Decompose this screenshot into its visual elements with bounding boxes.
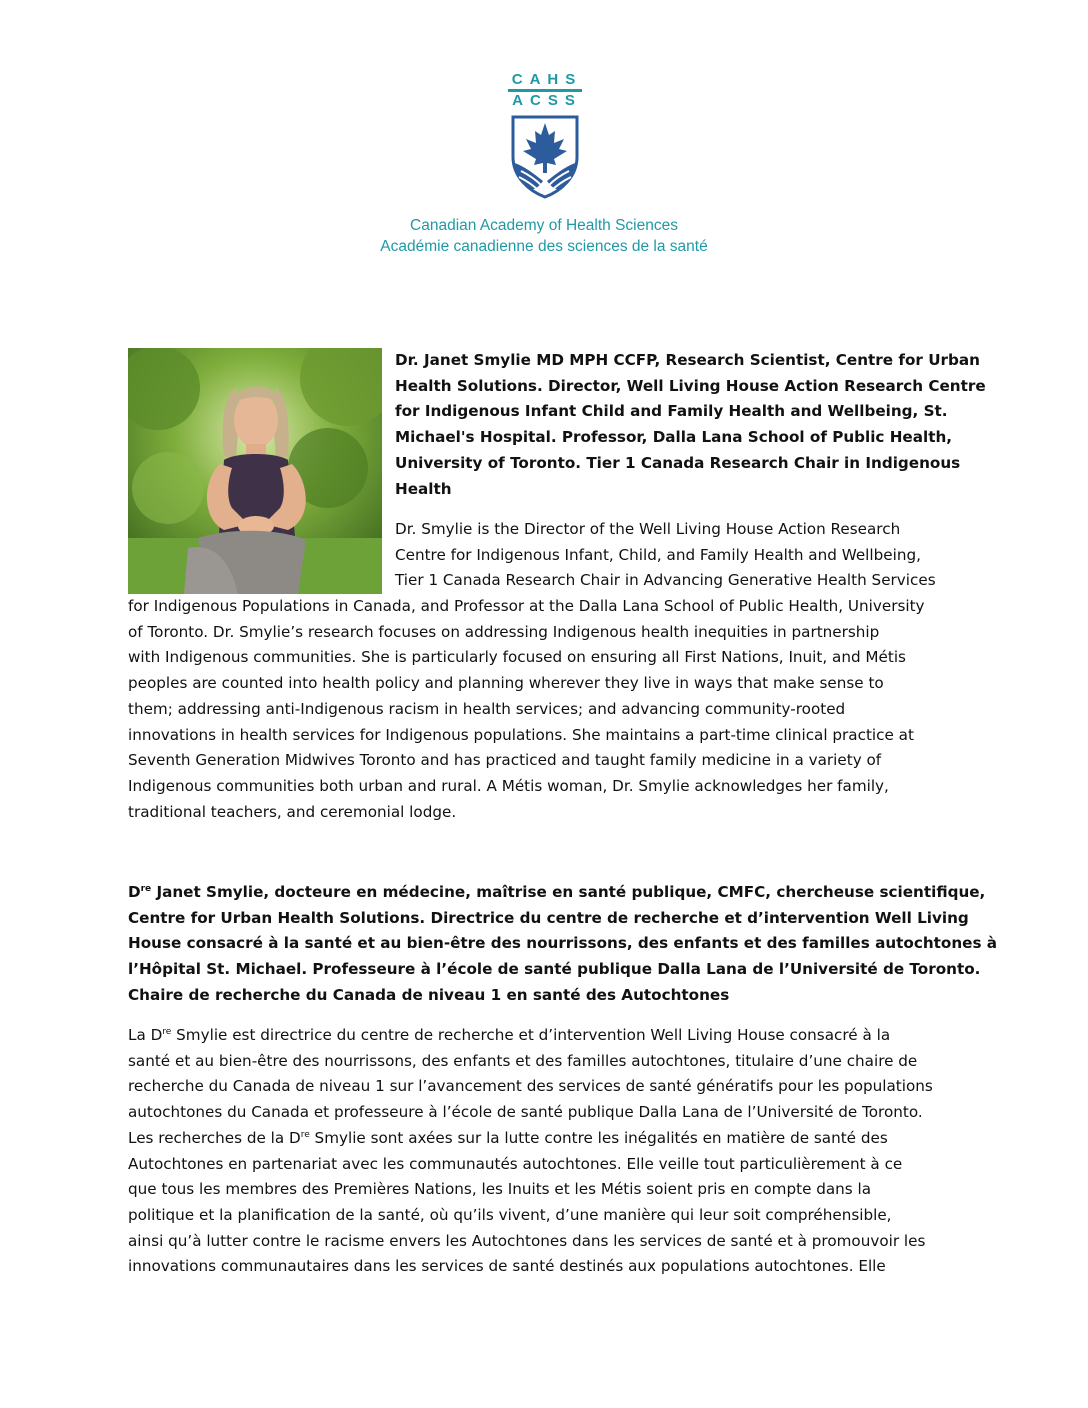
- maple-leaf-shield-icon: [509, 113, 581, 199]
- french-bio-line: [128, 1023, 968, 1049]
- organization-name-en: Canadian Academy of Health Sciences: [410, 217, 678, 234]
- english-bio-line: traditional teachers, and ceremonial lodge.: [128, 802, 457, 821]
- english-title-line: University of Toronto. Tier 1 Canada Research Chair in Indigenous: [395, 453, 961, 472]
- french-bio-line: ainsi qu’à lutter contre le racisme envers les Autochtones dans les services de santé et à promouvoir les: [128, 1231, 926, 1250]
- english-bio-line: Seventh Generation Midwives Toronto and has practiced and taught family medicine in a variety of: [128, 751, 882, 770]
- english-bio-line: peoples are counted into health policy and planning wherever they live in ways that make sense to: [128, 674, 884, 693]
- english-bio-line: of Toronto. Dr. Smylie’s research focuses on addressing Indigenous health inequities in partnership: [128, 622, 880, 641]
- english-bio-line: with Indigenous communities. She is particularly focused on ensuring all First Nations, Inuit, and Métis: [128, 648, 906, 667]
- organization-name-fr: Académie canadienne des sciences de la santé: [380, 238, 708, 255]
- english-title-line: Health: [395, 479, 452, 498]
- english-title-line: for Indigenous Infant Child and Family Health and Wellbeing, St.: [395, 402, 948, 421]
- french-bio-line: recherche du Canada de niveau 1 sur l’avancement des services de santé génératifs pour les populations: [128, 1077, 933, 1096]
- english-bio: [128, 594, 968, 825]
- french-bio-line: Autochtones en partenariat avec les communautés autochtones. Elle veille tout particulièrement à ce: [128, 1154, 903, 1173]
- english-bio-line: innovations in health services for Indigenous populations. She maintains a part-time clinical practice at: [128, 725, 914, 744]
- portrait-photo: [128, 348, 382, 594]
- french-title-line: l’Hôpital St. Michael. Professeure à l’école de santé publique Dalla Lana de l’Université de Toronto.: [128, 960, 981, 979]
- french-title: [128, 880, 998, 1009]
- french-title-line: Chaire de recherche du Canada de niveau 1 en santé des Autochtones: [128, 985, 730, 1004]
- english-title-line: Dr. Janet Smylie MD MPH CCFP, Research Scientist, Centre for Urban: [395, 351, 980, 369]
- french-title-rest: Janet Smylie, docteure en médecine, maîtrise en santé publique, CMFC, chercheuse scientifique,: [151, 883, 986, 901]
- english-title-line: Health Solutions. Director, Well Living House Action Research Centre: [395, 376, 986, 395]
- french-bio: [128, 1023, 968, 1280]
- french-title-superscript: re: [140, 883, 152, 894]
- english-bio-line: them; addressing anti-Indigenous racism in health services; and advancing community-rooted: [128, 699, 846, 718]
- english-bio-intro: [395, 517, 965, 594]
- french-bio-line: que tous les membres des Premières Nations, les Inuits et les Métis soient pris en compte dans la: [128, 1180, 872, 1199]
- french-bio-prefix: Les recherches de la D: [128, 1128, 301, 1147]
- french-title-prefix: D: [128, 883, 141, 901]
- english-title: [395, 348, 986, 502]
- french-bio-line: santé et au bien-être des nourrissons, des enfants et des familles autochtones, titulaire d’une chaire de: [128, 1051, 918, 1070]
- english-title-line: Michael's Hospital. Professor, Dalla Lana School of Public Health,: [395, 428, 953, 447]
- french-bio-line: politique et la planification de la santé, où qu’ils vivent, d’une manière qui leur soit compréhensible,: [128, 1205, 892, 1224]
- organization-name: [0, 215, 1088, 257]
- english-bio-line: for Indigenous Populations in Canada, and Professor at the Dalla Lana School of Public Health, University: [128, 597, 925, 615]
- french-bio-superscript: re: [300, 1129, 310, 1140]
- english-bio-line: Tier 1 Canada Research Chair in Advancing Generative Health Services: [395, 571, 936, 590]
- french-bio-line: [128, 1126, 968, 1152]
- french-bio-prefix: La D: [128, 1026, 163, 1044]
- logo-text-fr: ACSS: [512, 92, 582, 109]
- logo-text-en: CAHS: [511, 71, 583, 88]
- french-title-line: [128, 880, 986, 906]
- french-title-line: Centre for Urban Health Solutions. Directrice du centre de recherche et d’intervention Well Living: [128, 908, 969, 927]
- english-bio-line: Indigenous communities both urban and rural. A Métis woman, Dr. Smylie acknowledges her family,: [128, 776, 889, 795]
- french-title-line: House consacré à la santé et au bien-être des nourrissons, des enfants et des familles autochtones à: [128, 934, 998, 953]
- french-bio-rest: Smylie est directrice du centre de recherche et d’intervention Well Living House consacré à la: [171, 1026, 891, 1044]
- french-bio-line: autochtones du Canada et professeure à l’école de santé publique Dalla Lana de l’Université de Toronto.: [128, 1103, 923, 1122]
- english-bio-line: Centre for Indigenous Infant, Child, and Family Health and Wellbeing,: [395, 545, 921, 564]
- cahs-logo: [506, 72, 584, 199]
- french-bio-rest: Smylie sont axées sur la lutte contre les inégalités en matière de santé des: [309, 1128, 888, 1147]
- french-bio-line: innovations communautaires dans les services de santé destinés aux populations autochtones. Elle: [128, 1257, 886, 1276]
- french-bio-superscript: re: [162, 1026, 172, 1037]
- english-bio-line: Dr. Smylie is the Director of the Well Living House Action Research: [395, 520, 901, 538]
